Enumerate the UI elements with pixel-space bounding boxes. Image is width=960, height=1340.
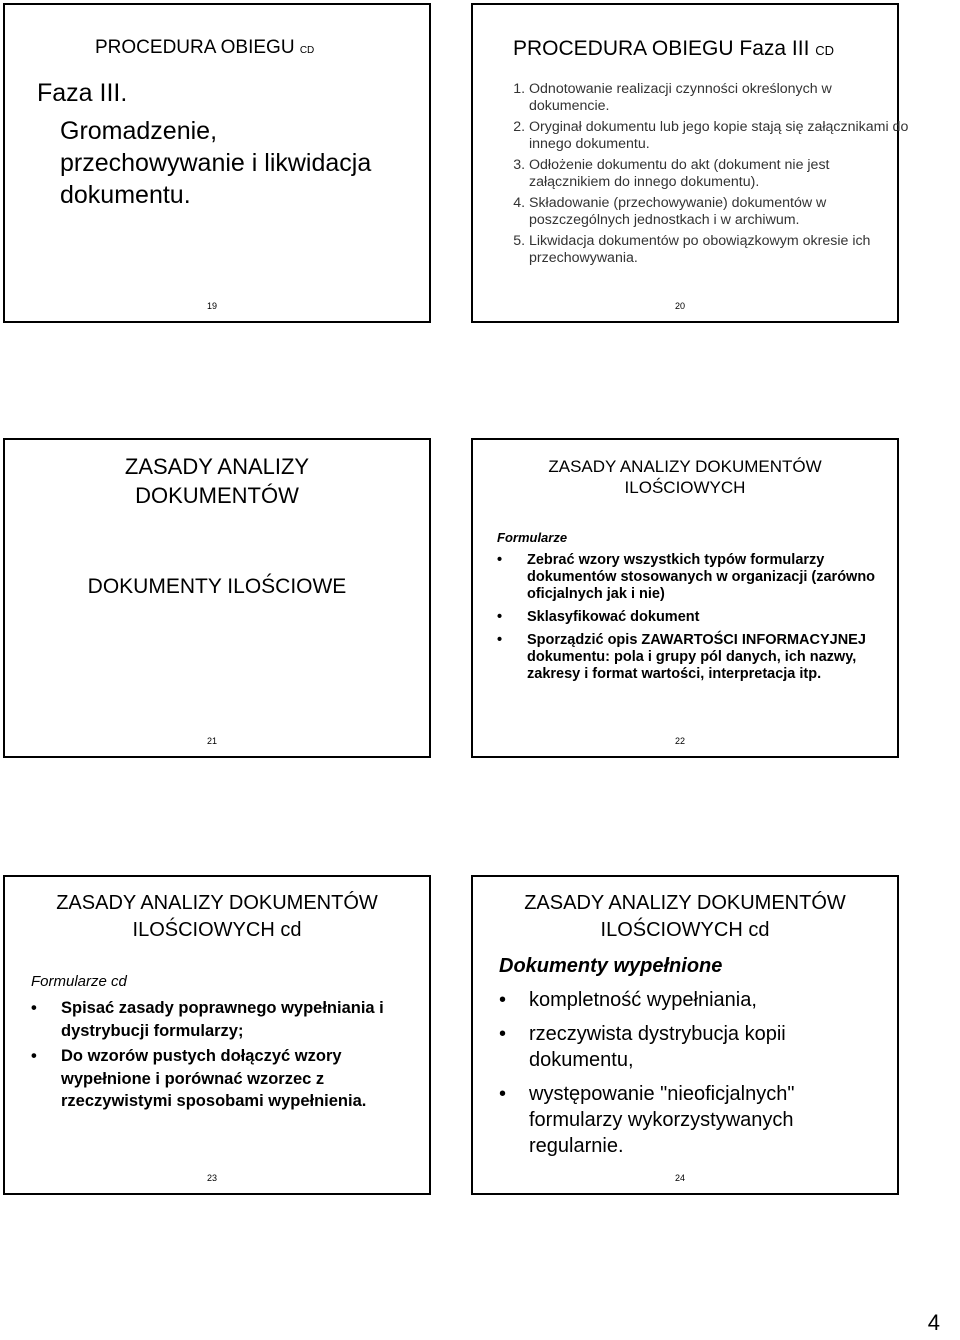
page-number: 4 <box>927 1310 940 1335</box>
slide-number: 23 <box>206 1173 217 1183</box>
slide-20 <box>471 3 909 323</box>
slide-23 <box>3 875 431 1195</box>
section-label: Formularze cd <box>31 973 127 990</box>
list-item: 2. Oryginał dokumentu lub jego kopie stają się załącznikami do innego dokumentu. <box>529 119 909 153</box>
bullet-icon: • <box>31 999 37 1017</box>
slide-21 <box>3 438 431 758</box>
bullet-icon: • <box>499 1023 507 1045</box>
title-line: ZASADY ANALIZY <box>124 454 310 479</box>
list-item: 5. Likwidacja dokumentów po obowiązkowym okresie ich przechowywania. <box>529 233 909 267</box>
slide-number: 21 <box>206 736 217 746</box>
list-item <box>499 1081 889 1159</box>
section-label: Dokumenty wypełnione <box>499 955 723 977</box>
bullet-icon: • <box>31 1047 37 1065</box>
list-item: 3. Odłożenie dokumentu do akt (dokument nie jest załącznikiem do innego dokumentu). <box>529 157 909 191</box>
slide-number: 22 <box>674 736 685 746</box>
list-item: 1. Odnotowanie realizacji czynności określonych w dokumencie. <box>529 81 909 115</box>
heading-suffix: CD <box>299 45 315 56</box>
slide-number: 24 <box>674 1173 685 1183</box>
bullet-icon: • <box>497 609 503 625</box>
slide-number: 19 <box>206 301 217 311</box>
list-item: 4. Składowanie (przechowywanie) dokumentów w poszczególnych jednostkach i w archiwum. <box>529 195 909 229</box>
list-item <box>499 987 889 1013</box>
slide-number: 20 <box>674 301 685 311</box>
bullet-icon: • <box>499 989 507 1011</box>
title-line: ILOŚCIOWYCH cd <box>600 919 770 941</box>
heading-text: PROCEDURA OBIEGU Faza III <box>513 37 810 60</box>
list-item-text: występowanie "nieoficjalnych" formularzy wykorzystywanych regularnie. <box>529 1083 795 1157</box>
list-item <box>497 609 887 626</box>
procedure-steps-list <box>473 81 909 271</box>
slide-title <box>5 890 429 944</box>
slide-title <box>473 456 897 498</box>
title-line: ILOŚCIOWYCH <box>624 478 746 497</box>
slide-22 <box>471 438 899 758</box>
list-item-text: kompletność wypełniania, <box>529 989 757 1011</box>
section-heading: DOKUMENTY ILOŚCIOWE <box>87 575 347 598</box>
title-line: ZASADY ANALIZY DOKUMENTÓW <box>548 457 822 476</box>
section-label: Formularze <box>497 530 568 545</box>
slide-title <box>5 452 429 510</box>
slide-heading <box>95 37 314 59</box>
list-item-text: Sporządzić opis ZAWARTOŚCI INFORMACYJNEJ dokumentu: pola i grupy pól danych, ich nazwy, zakresy i format wartości, interpretacja itp. <box>527 632 866 682</box>
heading-text: PROCEDURA OBIEGU <box>95 37 295 58</box>
list-item <box>31 1045 421 1113</box>
list-item-text: rzeczywista dystrybucja kopii dokumentu, <box>529 1023 786 1071</box>
list-item-text: Do wzorów pustych dołączyć wzory wypełnione i porównać wzorzec z rzeczywistymi sposobami wypełnienia. <box>61 1047 367 1110</box>
phase-label: Faza III. <box>37 79 128 107</box>
slide-heading <box>513 37 834 61</box>
list-item-text: Zebrać wzory wszystkich typów formularzy dokumentów stosowanych w organizacji (zarówno oficjalnych jak i nie) <box>527 552 876 602</box>
list-item <box>499 1021 889 1073</box>
slide-19 <box>3 3 431 323</box>
title-line: DOKUMENTÓW <box>135 483 299 508</box>
title-line: ZASADY ANALIZY DOKUMENTÓW <box>524 892 846 914</box>
heading-suffix: CD <box>815 43 835 58</box>
list-item <box>497 632 887 683</box>
title-line: ZASADY ANALIZY DOKUMENTÓW <box>56 892 378 914</box>
bullet-list <box>499 987 889 1167</box>
list-item <box>31 997 421 1042</box>
bullet-list <box>497 552 887 689</box>
list-item-text: Spisać zasady poprawnego wypełniania i dystrybucji formularzy; <box>61 999 384 1040</box>
bullet-icon: • <box>499 1083 507 1105</box>
title-line: ILOŚCIOWYCH cd <box>132 919 302 941</box>
bullet-icon: • <box>497 552 503 568</box>
bullet-icon: • <box>497 632 503 648</box>
list-item-text: Sklasyfikować dokument <box>527 609 700 625</box>
list-item <box>497 552 887 603</box>
phase-subtitle: Gromadzenie, przechowywanie i likwidacja dokumentu. <box>60 117 372 209</box>
slide-24 <box>471 875 899 1195</box>
bullet-list <box>31 997 421 1116</box>
slide-title <box>473 890 897 944</box>
